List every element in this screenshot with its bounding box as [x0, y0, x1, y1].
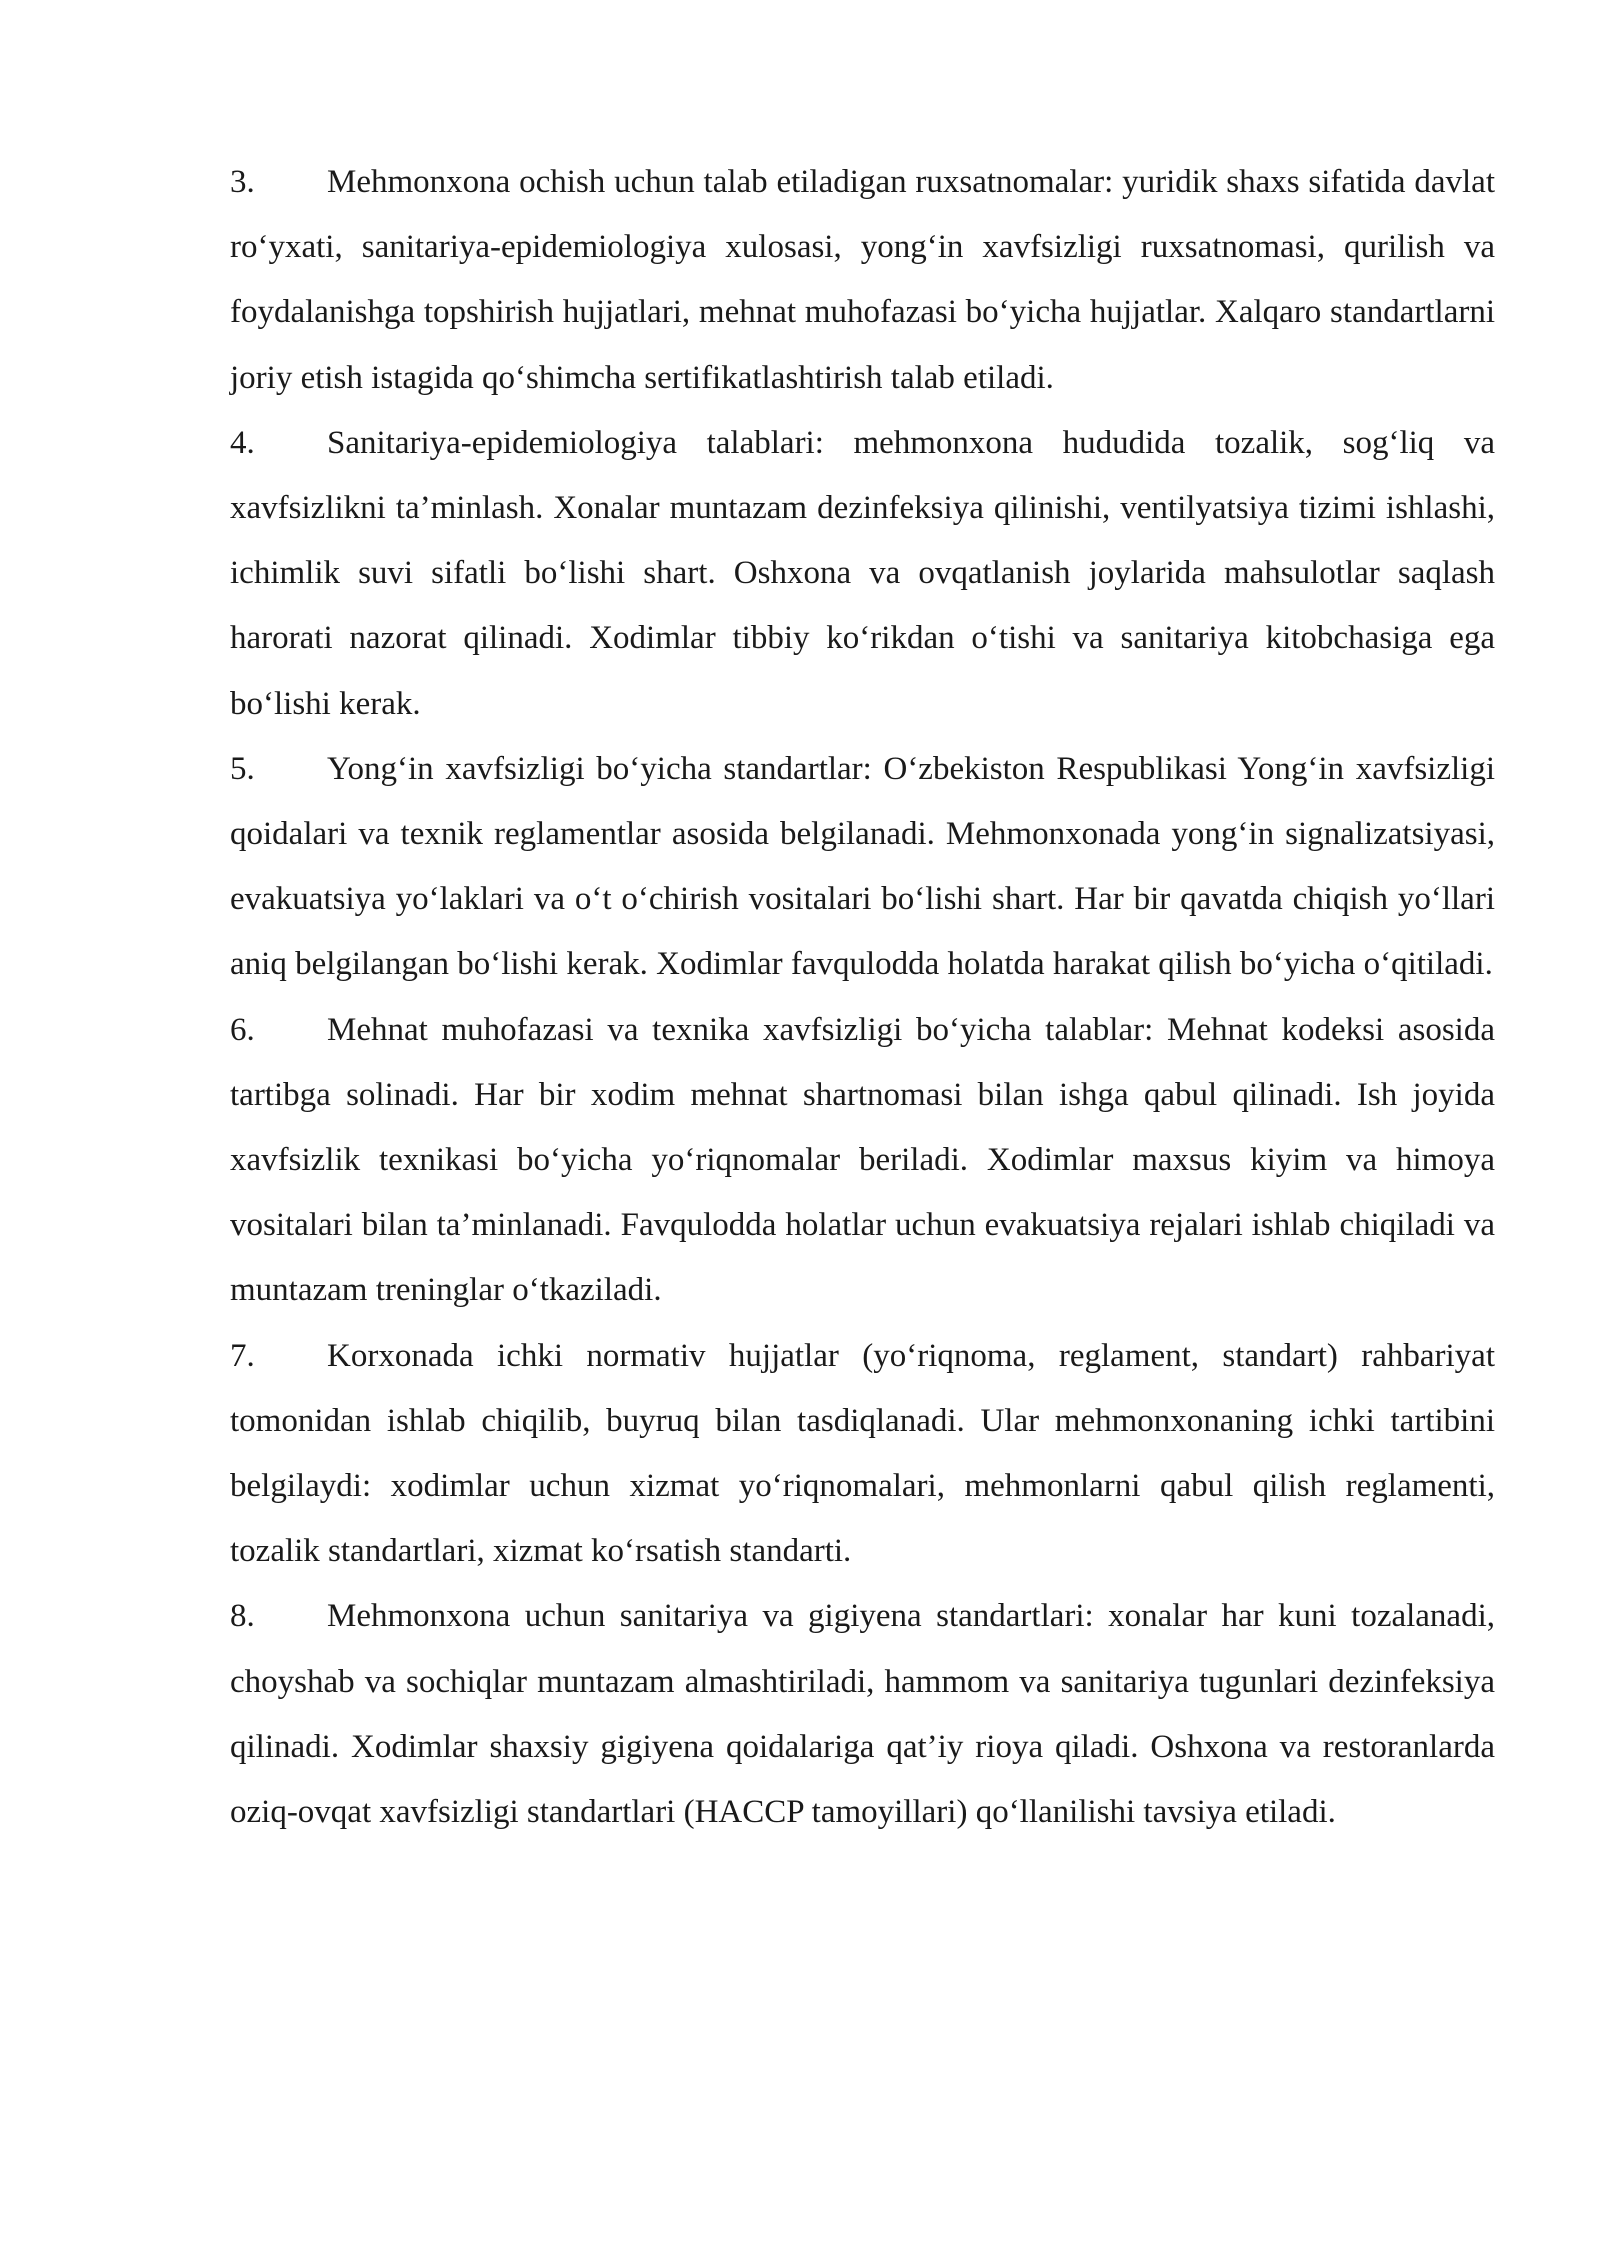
list-item-number: 8.	[230, 1598, 255, 1635]
list-item-number: 3.	[230, 164, 255, 200]
list-item-7	[230, 1324, 1495, 1585]
list-item-5	[230, 737, 1495, 998]
list-item-4	[230, 411, 1495, 737]
list-item-number: 6.	[230, 1011, 255, 1048]
list-item-text: Mehmonxona ochish uchun talab etiladigan ruxsatnomalar: yuridik shaxs sifatida davlat ro‘yxati, sanitariya-epidemiologiya xulosasi, yong‘in xavfsizligi ruxsatnomasi, qurilish va foydalanishga topshirish hujjatlari, mehnat muhofazasi bo‘yicha hujjatlar. Xalqaro standartlarni joriy etish istagida qo‘shimcha sertifikatlashtirish talab etiladi.	[230, 164, 1495, 396]
list-item-number: 4.	[230, 424, 255, 461]
list-item-text: Sanitariya-epidemiologiya talablari: mehmonxona hududida tozalik, sog‘liq va xavfsizlikni ta’minlash. Xonalar muntazam dezinfeksiya qilinishi, ventilyatsiya tizimi ishlashi, ichimlik suvi sifatli bo‘lishi shart. Oshxona va ovqatlanish joylarida mahsulotlar saqlash harorati nazorat qilinadi. Xodimlar tibbiy ko‘rikdan o‘tishi va sanitariya kitobchasiga ega bo‘lishi kerak.	[230, 424, 1495, 722]
list-item-text: Mehnat muhofazasi va texnika xavfsizligi bo‘yicha talablar: Mehnat kodeksi asosida tartibga solinadi. Har bir xodim mehnat shartnomasi bilan ishga qabul qilinadi. Ish joyida xavfsizlik texnikasi bo‘yicha yo‘riqnomalar beriladi. Xodimlar maxsus kiyim va himoya vositalari bilan ta’minlanadi. Favqulodda holatlar uchun evakuatsiya rejalari ishlab chiqiladi va muntazam treninglar o‘tkaziladi.	[230, 1011, 1495, 1309]
list-item-3	[230, 150, 1495, 411]
list-item-6	[230, 998, 1495, 1324]
document-body	[230, 150, 1495, 1845]
list-item-text: Korxonada ichki normativ hujjatlar (yo‘riqnoma, reglament, standart) rahbariyat tomonidan ishlab chiqilib, buyruq bilan tasdiqlanadi. Ular mehmonxonaning ichki tartibini belgilaydi: xodimlar uchun xizmat yo‘riqnomalari, mehmonlarni qabul qilish reglamenti, tozalik standartlari, xizmat ko‘rsatish standarti.	[230, 1337, 1495, 1570]
list-item-8	[230, 1584, 1495, 1845]
list-item-number: 5.	[230, 750, 255, 787]
list-item-number: 7.	[230, 1337, 255, 1374]
list-item-text: Yong‘in xavfsizligi bo‘yicha standartlar: O‘zbekiston Respublikasi Yong‘in xavfsizligi qoidalari va texnik reglamentlar asosida belgilanadi. Mehmonxonada yong‘in signalizatsiyasi, evakuatsiya yo‘laklari va o‘t o‘chirish vositalari bo‘lishi shart. Har bir qavatda chiqish yo‘llari aniq belgilangan bo‘lishi kerak. Xodimlar favqulodda holatda harakat qilish bo‘yicha o‘qitiladi.	[230, 750, 1495, 983]
list-item-text: Mehmonxona uchun sanitariya va gigiyena standartlari: xonalar har kuni tozalanadi, choyshab va sochiqlar muntazam almashtiriladi, hammom va sanitariya tugunlari dezinfeksiya qilinadi. Xodimlar shaxsiy gigiyena qoidalariga qat’iy rioya qiladi. Oshxona va restoranlarda oziq-ovqat xavfsizligi standartlari (HACCP tamoyillari) qo‘llanilishi tavsiya etiladi.	[230, 1598, 1495, 1831]
